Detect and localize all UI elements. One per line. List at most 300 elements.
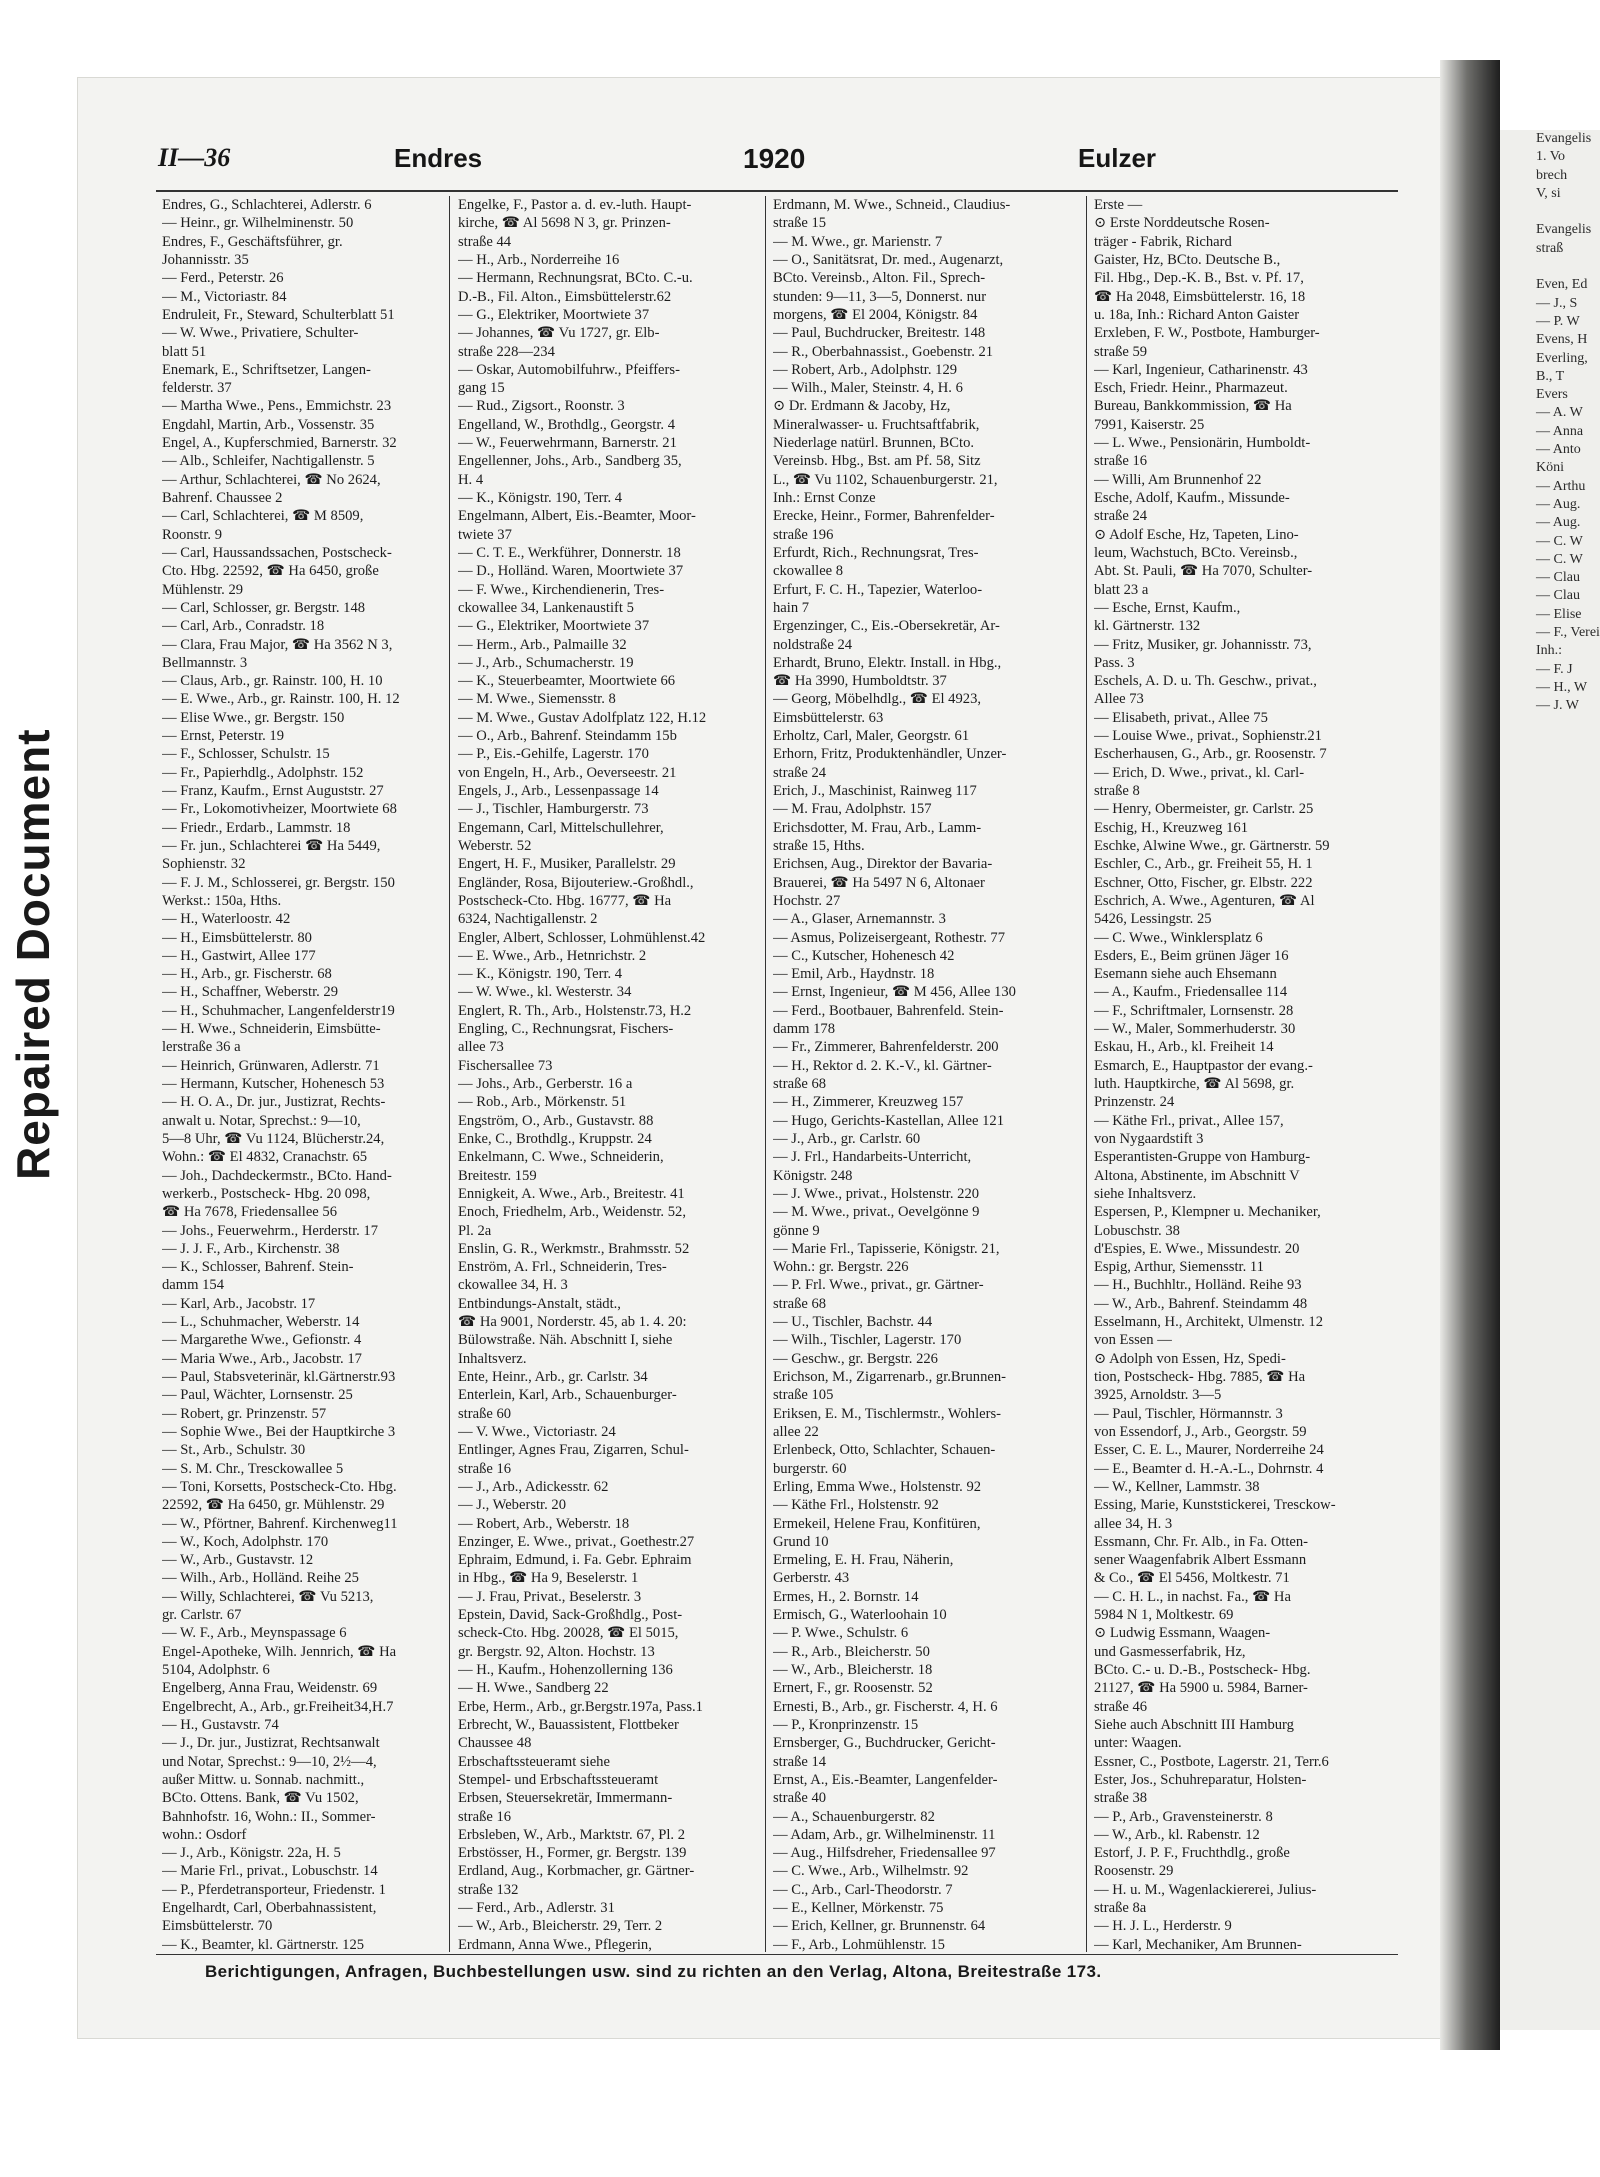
directory-entry-line: Wohn.: ☎ El 4832, Cranachstr. 65 — [162, 1149, 368, 1166]
directory-entry-line: — J., Arb., Königstr. 22a, H. 5 — [162, 1845, 341, 1862]
directory-entry-line: Ermekeil, Helene Frau, Konfitüren, — [773, 1515, 981, 1532]
directory-entry-line: Erhorn, Fritz, Produktenhändler, Unzer- — [773, 746, 1007, 763]
column-divider — [1086, 196, 1087, 1952]
directory-entry-line: Eschner, Otto, Fischer, gr. Elbstr. 222 — [1094, 874, 1313, 891]
directory-entry-line: Bureau, Bankkommission, ☎ Ha — [1094, 398, 1292, 415]
directory-entry-line: ☎ Ha 9001, Norderstr. 45, ab 1. 4. 20: — [458, 1314, 687, 1331]
directory-entry-line: Endruleit, Fr., Steward, Schulterblatt 51 — [162, 306, 395, 323]
directory-entry-line: Königstr. 248 — [773, 1167, 853, 1184]
directory-entry-line: — H. O. A., Dr. jur., Justizrat, Rechts- — [162, 1094, 386, 1111]
directory-entry-line: Ernesti, B., Arb., gr. Fischerstr. 4, H. 6 — [773, 1698, 998, 1715]
directory-entry-line: D.-B., Fil. Alton., Eimsbüttelerstr.62 — [458, 288, 672, 305]
directory-entry-line: Ester, Jos., Schuhreparatur, Holsten- — [1094, 1771, 1307, 1788]
directory-entry-line: 7991, Kaiserstr. 25 — [1094, 416, 1205, 433]
directory-entry-line: Erlenbeck, Otto, Schlachter, Schauen- — [773, 1442, 996, 1459]
directory-entry-line: — Erich, D. Wwe., privat., kl. Carl- — [1094, 764, 1305, 781]
directory-entry-line: — S. M. Chr., Tresckowallee 5 — [162, 1460, 344, 1477]
directory-entry-line: — Marie Frl., privat., Lobuschstr. 14 — [162, 1863, 378, 1880]
directory-entry-line: Erdland, Aug., Korbmacher, gr. Gärtner- — [458, 1863, 695, 1880]
directory-entry-line: — G., Elektriker, Moortwiete 37 — [458, 306, 650, 323]
directory-entry-line: ☎ Ha 2048, Eimsbüttelerstr. 16, 18 — [1094, 288, 1306, 305]
directory-entry-line: Postscheck-Cto. Hbg. 16777, ☎ Ha — [458, 892, 672, 909]
directory-entry-line: blatt 51 — [162, 343, 207, 360]
directory-entry-line: — W., Arb., Bleicherstr. 29, Terr. 2 — [458, 1918, 663, 1935]
directory-entry-line: — F., Schlosser, Schulstr. 15 — [162, 746, 330, 763]
directory-entry-line: Hochstr. 27 — [773, 892, 841, 909]
directory-entry-line: anwalt u. Notar, Sprechst.: 9—10, — [162, 1112, 361, 1129]
directory-entry-line: — P. Frl. Wwe., privat., gr. Gärtner- — [773, 1277, 984, 1294]
directory-entry-line: — P. Wwe., Schulstr. 6 — [773, 1625, 909, 1642]
directory-entry-line: — H., Gastwirt, Allee 177 — [162, 947, 316, 964]
directory-entry-line: — Erich, Kellner, gr. Brunnenstr. 64 — [773, 1918, 986, 1935]
adjacent-page-line: — F., Verei — [1536, 625, 1600, 641]
directory-entry-line: ⊙ Ludwig Essmann, Waagen- — [1094, 1625, 1271, 1642]
directory-entry-line: — J., Weberstr. 20 — [458, 1497, 566, 1514]
directory-entry-line: — L. Wwe., Pensionärin, Humboldt- — [1094, 435, 1311, 452]
directory-entry-line: noldstraße 24 — [773, 636, 853, 653]
directory-entry-line: leum, Wachstuch, BCto. Vereinsb., — [1094, 544, 1298, 561]
directory-entry-line: Eschig, H., Kreuzweg 161 — [1094, 819, 1249, 836]
directory-entry-line: — Rob., Arb., Mörkenstr. 51 — [458, 1094, 627, 1111]
directory-entry-line: — Fritz, Musiker, gr. Johannisstr. 73, — [1094, 636, 1312, 653]
directory-entry-line: — Henry, Obermeister, gr. Carlstr. 25 — [1094, 801, 1314, 818]
directory-entry-line: — M. Wwe., Siemensstr. 8 — [458, 691, 616, 708]
directory-entry-line: Enoch, Friedhelm, Arb., Weidenstr. 52, — [458, 1204, 686, 1221]
directory-entry-line: — C. Wwe., Arb., Wilhelmstr. 92 — [773, 1863, 969, 1880]
directory-entry-line: Roonstr. 9 — [162, 526, 223, 543]
directory-entry-line: felderstr. 37 — [162, 380, 232, 397]
side-banner — [0, 0, 59, 2177]
directory-entry-line: straße 44 — [458, 233, 512, 250]
directory-entry-line: — Karl, Ingenieur, Catharinenstr. 43 — [1094, 361, 1308, 378]
directory-entry-line: — Aug., Hilfsdreher, Friedensallee 97 — [773, 1845, 996, 1862]
directory-entry-line: straße 68 — [773, 1295, 827, 1312]
directory-entry-line: — A., Glaser, Arnemannstr. 3 — [773, 911, 946, 928]
directory-entry-line: Lobuschstr. 38 — [1094, 1222, 1180, 1239]
directory-entry-line: — H. J. L., Herderstr. 9 — [1094, 1918, 1232, 1935]
directory-entry-line: d'Espies, E. Wwe., Missundestr. 20 — [1094, 1240, 1300, 1257]
directory-entry-line: — Carl, Haussandssachen, Postscheck- — [162, 544, 392, 561]
directory-entry-line: — H., Arb., Norderreihe 16 — [458, 251, 620, 268]
directory-entry-line: straße 228—234 — [458, 343, 555, 360]
adjacent-page-line: — Aug. — [1536, 496, 1581, 512]
directory-entry-line: — Wilh., Tischler, Lagerstr. 170 — [773, 1332, 962, 1349]
directory-entry-line: — Margarethe Wwe., Gefionstr. 4 — [162, 1332, 362, 1349]
directory-entry-line: 5—8 Uhr, ☎ Vu 1124, Blücherstr.24, — [162, 1130, 385, 1147]
directory-entry-line: — Heinr., gr. Wilhelminenstr. 50 — [162, 215, 354, 232]
directory-entry-line: — Franz, Kaufm., Ernst Auguststr. 27 — [162, 783, 384, 799]
directory-entry-line: Eschrich, A. Wwe., Agenturen, ☎ Al — [1094, 892, 1315, 909]
directory-entry-line: 5104, Adolphstr. 6 — [162, 1662, 270, 1678]
directory-entry-line: Altona, Abstinente, im Abschnitt V — [1094, 1167, 1300, 1184]
directory-entry-line: Niederlage natürl. Brunnen, BCto. — [773, 435, 975, 452]
directory-entry-line: träger - Fabrik, Richard — [1094, 233, 1232, 250]
adjacent-page-line: — F. J — [1536, 661, 1573, 677]
adjacent-page-line: — J. W — [1536, 698, 1579, 714]
directory-entry-line: — V. Wwe., Victoriastr. 24 — [458, 1423, 616, 1440]
directory-entry-line: Roosenstr. 29 — [1094, 1863, 1174, 1880]
directory-entry-line: straße 40 — [773, 1790, 827, 1807]
edition-year: 1920 — [743, 143, 806, 174]
directory-entry-line: Engelhardt, Carl, Oberbahnassistent, — [162, 1900, 377, 1917]
directory-entry-line: 6324, Nachtigallenstr. 2 — [458, 911, 598, 928]
directory-entry-line: Wohn.: gr. Bergstr. 226 — [773, 1259, 909, 1276]
directory-entry-line: — Karl, Arb., Jacobstr. 17 — [162, 1295, 316, 1312]
directory-entry-line: BCto. Vereinsb., Alton. Fil., Sprech- — [773, 270, 986, 287]
directory-entry-line: Esche, Adolf, Kaufm., Missunde- — [1094, 490, 1290, 506]
directory-entry-line: — P., Kronprinzenstr. 15 — [773, 1716, 919, 1733]
directory-entry-line: Inhaltsverz. — [458, 1350, 527, 1367]
directory-entry-line: — Johs., Arb., Gerberstr. 16 a — [458, 1076, 633, 1092]
directory-entry-line: — C. Wwe., Winklersplatz 6 — [1094, 929, 1263, 946]
directory-entry-line: Erecke, Heinr., Former, Bahrenfelder- — [773, 508, 995, 525]
directory-entry-line: — O., Sanitätsrat, Dr. med., Augenarzt, — [773, 251, 1004, 268]
publisher-notice: Berichtigungen, Anfragen, Buchbestellungen usw. sind zu richten an den Verlag, Altona, Breitestraße 173. — [205, 1962, 1102, 1981]
directory-entry-line: Eschke, Alwine Wwe., gr. Gärtnerstr. 59 — [1094, 837, 1330, 854]
directory-entry-line: ckowallee 34, Lankenaustift 5 — [458, 599, 634, 616]
directory-entry-line: 21127, ☎ Ha 5900 u. 5984, Barner- — [1094, 1680, 1308, 1697]
directory-entry-line: Engling, C., Rechnungsrat, Fischers- — [458, 1021, 674, 1038]
directory-entry-line: — H. u. M., Wagenlackiererei, Julius- — [1094, 1881, 1317, 1898]
directory-entry-line: Esch, Friedr. Heinr., Pharmazeut. — [1094, 380, 1288, 397]
directory-entry-line: — W., Maler, Sommerhuderstr. 30 — [1094, 1021, 1296, 1038]
directory-entry-line: unter: Waagen. — [1094, 1735, 1182, 1752]
directory-entry-line: Erbschaftssteueramt siehe — [458, 1753, 610, 1770]
directory-entry-line: Erfurdt, Rich., Rechnungsrat, Tres- — [773, 544, 979, 561]
directory-entry-line: — W. Wwe., Privatiere, Schulter- — [162, 325, 359, 342]
directory-entry-line: — E., Beamter d. H.-A.-L., Dohrnstr. 4 — [1094, 1460, 1324, 1477]
directory-entry-line: — P., Pferdetransporteur, Friedenstr. 1 — [162, 1881, 386, 1898]
directory-entry-line: Espersen, P., Klempner u. Mechaniker, — [1094, 1204, 1321, 1221]
directory-entry-line: straße 16 — [1094, 453, 1148, 470]
directory-entry-line: Enström, A. Frl., Schneiderin, Tres- — [458, 1259, 667, 1276]
directory-entry-line: — Joh., Dachdeckermstr., BCto. Hand- — [162, 1167, 392, 1184]
directory-entry-line: — Wilh., Maler, Steinstr. 4, H. 6 — [773, 380, 963, 397]
directory-entry-line: — W., Feuerwehrmann, Barnerstr. 21 — [458, 435, 677, 452]
adjacent-page-line: straß — [1536, 240, 1564, 256]
directory-entry-line: Fil. Hbg., Dep.-K. B., Bst. v. Pf. 17, — [1094, 270, 1304, 287]
directory-entry-line: — E., Kellner, Mörkenstr. 75 — [773, 1900, 944, 1917]
directory-entry-line: — J., Tischler, Hamburgerstr. 73 — [458, 801, 649, 818]
directory-entry-line: Engdahl, Martin, Arb., Vossenstr. 35 — [162, 416, 375, 433]
directory-column-2 — [458, 196, 758, 1956]
directory-entry-line: Erbsen, Steuersekretär, Immermann- — [458, 1790, 673, 1807]
directory-entry-line: — K., Steuerbeamter, Moortwiete 66 — [458, 673, 676, 690]
directory-entry-line: — C. T. E., Werkführer, Donnerstr. 18 — [458, 544, 681, 561]
directory-entry-line: — L., Schuhmacher, Weberstr. 14 — [162, 1314, 360, 1331]
adjacent-page-line: V, si — [1536, 185, 1561, 201]
directory-entry-line: — Fr., Zimmerer, Bahrenfelderstr. 200 — [773, 1039, 999, 1056]
directory-entry-line: Mineralwasser- u. Fruchtsaftfabrik, — [773, 416, 980, 433]
directory-entry-line: — Robert, gr. Prinzenstr. 57 — [162, 1405, 327, 1422]
directory-entry-line: — Willi, Am Brunnenhof 22 — [1094, 471, 1262, 488]
directory-entry-line: Bellmannstr. 3 — [162, 654, 248, 671]
directory-entry-line: — Asmus, Polizeisergeant, Rothestr. 77 — [773, 929, 1006, 946]
directory-entry-line: siehe Inhaltsverz. — [1094, 1185, 1197, 1202]
adjacent-page-line: — Aug. — [1536, 515, 1581, 531]
directory-entry-line: — Adam, Arb., gr. Wilhelminenstr. 11 — [773, 1826, 996, 1843]
directory-entry-line: — M. Wwe., Gustav Adolfplatz 122, H.12 — [458, 709, 707, 726]
directory-entry-line: Essner, C., Postbote, Lagerstr. 21, Terr.6 — [1094, 1753, 1329, 1770]
directory-entry-line: Ennigkeit, A. Wwe., Arb., Breitestr. 41 — [458, 1185, 685, 1202]
adjacent-page-line: Evangelis — [1536, 131, 1592, 146]
directory-entry-line: Johannisstr. 35 — [162, 251, 249, 268]
directory-entry-line: 3925, Arnoldstr. 3—5 — [1094, 1387, 1222, 1404]
directory-entry-line: gönne 9 — [773, 1222, 820, 1239]
directory-entry-line: gr. Carlstr. 67 — [162, 1607, 242, 1624]
directory-entry-line: — Fr., Papierhdlg., Adolphstr. 152 — [162, 764, 364, 781]
directory-entry-line: — Johannes, ☎ Vu 1727, gr. Elb- — [458, 325, 660, 342]
directory-entry-line: Esemann siehe auch Ehsemann — [1094, 966, 1277, 983]
adjacent-page-line — [1500, 258, 1600, 276]
directory-entry-line: außer Mittw. u. Sonnab. nachmitt., — [162, 1771, 365, 1788]
directory-entry-line: — F., Schriftmaler, Lornsenstr. 28 — [1094, 1002, 1294, 1019]
directory-entry-line: Erhardt, Bruno, Elektr. Install. in Hbg., — [773, 654, 1002, 671]
directory-entry-line: Essmann, Chr. Fr. Alb., in Fa. Otten- — [1094, 1533, 1309, 1550]
directory-entry-line: Epstein, David, Sack-Großhdlg., Post- — [458, 1607, 683, 1624]
directory-entry-line: — M. Wwe., privat., Oevelgönne 9 — [773, 1204, 980, 1221]
directory-entry-line: Escherhausen, G., Arb., gr. Roosenstr. 7 — [1094, 746, 1327, 763]
column-divider — [449, 196, 450, 1952]
directory-entry-line: twiete 37 — [458, 526, 512, 543]
directory-entry-line: — M. Frau, Adolphstr. 157 — [773, 801, 932, 818]
adjacent-page-line: — H., W — [1536, 679, 1588, 695]
directory-entry-line: — H., Arb., gr. Fischerstr. 68 — [162, 966, 332, 983]
directory-entry-line: — W., Pförtner, Bahrenf. Kirchenweg11 — [162, 1515, 398, 1532]
directory-entry-line: Enemark, E., Schriftsetzer, Langen- — [162, 361, 371, 378]
directory-entry-line: — W., Arb., Bleicherstr. 18 — [773, 1662, 933, 1678]
directory-entry-line — [162, 1954, 442, 1956]
directory-entry-line: Eimsbüttelerstr. 63 — [773, 709, 884, 726]
directory-entry-line: H. 4 — [458, 471, 484, 488]
directory-entry-line: — F. Wwe., Kirchendienerin, Tres- — [458, 581, 665, 598]
directory-entry-line: — Ernst, Ingenieur, ☎ M 456, Allee 130 — [773, 984, 1016, 1001]
directory-entry-line: Erbsleben, W., Arb., Marktstr. 67, Pl. 2 — [458, 1826, 686, 1843]
directory-entry-line: — Louise Wwe., privat., Sophienstr.21 — [1094, 728, 1322, 745]
directory-entry-line: — Hugo, Gerichts-Kastellan, Allee 121 — [773, 1112, 1005, 1129]
directory-entry-line: 22592, ☎ Ha 6450, gr. Mühlenstr. 29 — [162, 1497, 385, 1514]
adjacent-page-line: 1. Vo — [1536, 149, 1566, 165]
header-rule — [156, 190, 1398, 192]
directory-entry-line: straße 15, Hths. — [773, 837, 865, 854]
directory-entry-line: — M. Wwe., gr. Marienstr. 7 — [773, 233, 943, 250]
directory-entry-line: — Esche, Ernst, Kaufm., — [1094, 599, 1241, 616]
directory-entry-line: Stempel- und Erbschaftssteueramt — [458, 1771, 659, 1788]
directory-entry-line: straße 16 — [458, 1808, 512, 1825]
directory-entry-line: Ernert, F., gr. Roosenstr. 52 — [773, 1680, 933, 1697]
directory-entry-line: luth. Hauptkirche, ☎ Al 5698, gr. — [1094, 1076, 1295, 1092]
directory-entry-line: von Essen — — [1094, 1332, 1172, 1349]
directory-entry-line: Erich, J., Maschinist, Rainweg 117 — [773, 783, 977, 799]
directory-entry-line: — W., Arb., kl. Rabenstr. 12 — [1094, 1826, 1260, 1843]
directory-entry-line: — P., Eis.-Gehilfe, Lagerstr. 170 — [458, 746, 649, 763]
directory-entry-line: Endres, G., Schlachterei, Adlerstr. 6 — [162, 197, 372, 213]
directory-entry-line: und Notar, Sprechst.: 9—10, 2½—4, — [162, 1753, 377, 1770]
directory-entry-line: Eriksen, E. M., Tischlermstr., Wohlers- — [773, 1405, 1001, 1422]
directory-entry-line: — W., Arb., Gustavstr. 12 — [162, 1552, 314, 1569]
directory-entry-line: — Toni, Korsetts, Postscheck-Cto. Hbg. — [162, 1478, 397, 1495]
adjacent-page-line: B., T — [1536, 368, 1565, 384]
directory-entry-line: Essing, Marie, Kunststickerei, Tresckow- — [1094, 1497, 1336, 1514]
directory-entry-line: Weberstr. 52 — [458, 837, 532, 854]
directory-entry-line: straße 60 — [458, 1405, 512, 1422]
page-number: II—36 — [158, 143, 231, 172]
adjacent-page-line: — Arthu — [1536, 478, 1586, 494]
directory-entry-line: Englert, R. Th., Arb., Holstenstr.73, H.2 — [458, 1002, 692, 1019]
directory-entry-line: Ernst, A., Eis.-Beamter, Langenfelder- — [773, 1771, 998, 1788]
directory-entry-line: — H. Wwe., Sandberg 22 — [458, 1680, 609, 1697]
directory-entry-line: straße 15 — [773, 215, 827, 232]
directory-entry-line: — K., Königstr. 190, Terr. 4 — [458, 966, 623, 983]
directory-entry-line: Pass. 3 — [1094, 654, 1135, 671]
directory-entry-line: — J. Wwe., privat., Holstenstr. 220 — [773, 1185, 980, 1202]
directory-entry-line: — F., Arb., Lohmühlenstr. 15 — [773, 1936, 945, 1953]
directory-entry-line: ☎ Ha 7678, Friedensallee 56 — [162, 1204, 338, 1221]
directory-entry-line: Enkelmann, C. Wwe., Schneiderin, — [458, 1149, 664, 1166]
directory-entry-line: — H., Kaufm., Hohenzollerning 136 — [458, 1662, 673, 1678]
directory-entry-line: — Geschw., gr. Bergstr. 226 — [773, 1350, 938, 1367]
directory-entry-line: — Sophie Wwe., Bei der Hauptkirche 3 — [162, 1423, 396, 1440]
directory-entry-line: straße 46 — [1094, 1698, 1148, 1715]
directory-entry-line: — H., Schuhmacher, Langenfelderstr19 — [162, 1002, 395, 1019]
first-entry-keyword: Endres — [394, 143, 483, 173]
directory-entry-line: Erbrecht, W., Bauassistent, Flottbeker — [458, 1716, 679, 1733]
directory-entry-line: — Ernst, Peterstr. 19 — [162, 728, 285, 745]
directory-entry-line: Bahnhofstr. 16, Wohn.: II., Sommer- — [162, 1808, 376, 1825]
directory-entry-line: Ermisch, G., Waterloohain 10 — [773, 1607, 947, 1624]
side-banner-text: Repaired Document — [7, 728, 59, 1180]
directory-entry-line: Bülowstraße. Näh. Abschnitt I, siehe — [458, 1332, 673, 1349]
directory-entry-line: von Nygaardstift 3 — [1094, 1130, 1204, 1147]
directory-entry-line: Entbindungs-Anstalt, städt., — [458, 1295, 621, 1312]
directory-entry-line: Allee 73 — [1094, 691, 1144, 708]
directory-entry-line: Engellenner, Johs., Arb., Sandberg 35, — [458, 453, 682, 470]
directory-entry-line: Engelberg, Anna Frau, Weidenstr. 69 — [162, 1680, 378, 1697]
directory-entry-line: Siehe auch Abschnitt III Hamburg — [1094, 1716, 1294, 1733]
directory-entry-line: — H., Rektor d. 2. K.-V., kl. Gärtner- — [773, 1057, 992, 1074]
directory-entry-line: — Fr. jun., Schlachterei ☎ Ha 5449, — [162, 837, 381, 854]
directory-entry-line: — O., Arb., Bahrenf. Steindamm 15b — [458, 728, 677, 745]
book-gutter — [1440, 60, 1500, 2050]
directory-entry-line: straße 105 — [773, 1387, 834, 1404]
directory-entry-line: Eskau, H., Arb., kl. Freiheit 14 — [1094, 1039, 1274, 1056]
directory-entry-line: — Wilh., Arb., Holländ. Reihe 25 — [162, 1570, 359, 1587]
directory-entry-line: — J. Frl., Handarbeits-Unterricht, — [773, 1149, 972, 1166]
directory-entry-line — [1094, 1954, 1396, 1956]
directory-entry-line: lerstraße 36 a — [162, 1039, 241, 1056]
directory-entry-line: Brauerei, ☎ Ha 5497 N 6, Altonaer — [773, 874, 985, 891]
directory-entry-line: Breitestr. 159 — [458, 1167, 537, 1184]
directory-entry-line — [773, 1954, 1078, 1956]
adjacent-page-line: — P. W — [1536, 313, 1580, 329]
directory-entry-line: werkerb., Postscheck- Hbg. 20 098, — [162, 1185, 371, 1202]
directory-entry-line: — Hermann, Kutscher, Hohenesch 53 — [162, 1076, 385, 1092]
adjacent-page-line: Inh.: — [1536, 643, 1563, 659]
directory-entry-line: Engelland, W., Brothdlg., Georgstr. 4 — [458, 416, 676, 433]
directory-entry-line: BCto. Ottens. Bank, ☎ Vu 1502, — [162, 1790, 359, 1807]
directory-entry-line: Engel, A., Kupferschmied, Barnerstr. 32 — [162, 435, 397, 452]
directory-entry-line: — R., Arb., Bleicherstr. 50 — [773, 1643, 930, 1660]
directory-entry-line: — Ferd., Arb., Adlerstr. 31 — [458, 1900, 615, 1917]
directory-entry-line: — Elise Wwe., gr. Bergstr. 150 — [162, 709, 345, 726]
directory-entry-line: damm 154 — [162, 1277, 225, 1294]
directory-entry-line: Estorf, J. P. F., Fruchthdlg., große — [1094, 1845, 1290, 1862]
directory-entry-line: Abt. St. Pauli, ☎ Ha 7070, Schulter- — [1094, 563, 1313, 580]
directory-entry-line: Ernsberger, G., Buchdrucker, Gericht- — [773, 1735, 996, 1752]
directory-entry-line: u. 18a, Inh.: Richard Anton Gaister — [1094, 306, 1300, 323]
directory-entry-line: Entlinger, Agnes Frau, Zigarren, Schul- — [458, 1442, 689, 1459]
directory-entry-line: Enterlein, Karl, Arb., Schauenburger- — [458, 1387, 677, 1404]
directory-entry-line: — H., Schaffner, Weberstr. 29 — [162, 984, 339, 1001]
directory-entry-line: hain 7 — [773, 599, 810, 616]
directory-entry-line: Eimsbüttelerstr. 70 — [162, 1918, 273, 1935]
directory-entry-line: Erichsdotter, M. Frau, Arb., Lamm- — [773, 819, 982, 836]
directory-entry-line: Eschler, C., Arb., gr. Freiheit 55, H. 1 — [1094, 856, 1313, 873]
directory-entry-line: 5984 N 1, Moltkestr. 69 — [1094, 1607, 1234, 1624]
directory-entry-line: Gerberstr. 43 — [773, 1570, 850, 1587]
directory-entry-line: BCto. C.- u. D.-B., Postscheck- Hbg. — [1094, 1662, 1311, 1678]
directory-entry-line: — H., Gustavstr. 74 — [162, 1716, 279, 1733]
directory-entry-line: — U., Tischler, Bachstr. 44 — [773, 1314, 933, 1331]
directory-entry-line: Inh.: Ernst Conze — [773, 490, 876, 506]
directory-entry-line: — Johs., Feuerwehrm., Herderstr. 17 — [162, 1222, 379, 1239]
directory-entry-line: — Carl, Arb., Conradstr. 18 — [162, 618, 325, 635]
adjacent-page-line: — C. W — [1536, 551, 1583, 567]
directory-entry-line: — W., Koch, Adolphstr. 170 — [162, 1533, 329, 1550]
directory-entry-line: — Paul, Stabsveterinär, kl.Gärtnerstr.93 — [162, 1369, 396, 1385]
directory-entry-line: damm 178 — [773, 1021, 836, 1038]
directory-entry-line: — Georg, Möbelhdlg., ☎ El 4923, — [773, 691, 982, 708]
directory-entry-line: straße 14 — [773, 1753, 827, 1770]
directory-entry-line: — Robert, Arb., Weberstr. 18 — [458, 1515, 630, 1532]
directory-entry-line: Ermeling, E. H. Frau, Näherin, — [773, 1552, 954, 1569]
directory-entry-line: Erxleben, F. W., Postbote, Hamburger- — [1094, 325, 1320, 342]
adjacent-page-line: Evens, H — [1536, 332, 1588, 348]
directory-entry-line: Engels, J., Arb., Lessenpassage 14 — [458, 783, 659, 799]
directory-entry-line: — D., Holländ. Waren, Moortwiete 37 — [458, 563, 684, 580]
directory-entry-line — [458, 1954, 758, 1956]
directory-entry-line: Grund 10 — [773, 1533, 829, 1550]
directory-entry-line: — H., Buchhltr., Holländ. Reihe 93 — [1094, 1277, 1302, 1294]
directory-column-1 — [162, 196, 442, 1956]
directory-entry-line: — Willy, Schlachterei, ☎ Vu 5213, — [162, 1588, 374, 1605]
directory-entry-line: Bahrenf. Chaussee 2 — [162, 490, 283, 506]
directory-entry-line: — J., Arb., gr. Carlstr. 60 — [773, 1130, 921, 1147]
directory-entry-line: Esselmann, H., Architekt, Ulmenstr. 12 — [1094, 1314, 1324, 1331]
directory-entry-line: straße 132 — [458, 1881, 519, 1898]
directory-entry-line: — M., Victoriastr. 84 — [162, 288, 287, 305]
directory-entry-line: ☎ Ha 3990, Humboldtstr. 37 — [773, 673, 947, 690]
directory-entry-line: — Heinrich, Grünwaren, Adlerstr. 71 — [162, 1057, 380, 1074]
directory-entry-line: in Hbg., ☎ Ha 9, Beselerstr. 1 — [458, 1570, 639, 1587]
directory-entry-line: — J. Frau, Privat., Beselerstr. 3 — [458, 1588, 642, 1605]
directory-entry-line: — Ferd., Peterstr. 26 — [162, 270, 284, 287]
directory-entry-line: Engelmann, Albert, Eis.-Beamter, Moor- — [458, 508, 696, 525]
directory-entry-line: Fischersallee 73 — [458, 1057, 553, 1074]
directory-entry-line: — J., Arb., Adickesstr. 62 — [458, 1478, 609, 1495]
adjacent-page-line: Evangelis — [1536, 222, 1592, 238]
directory-entry-line: — Marie Frl., Tapisserie, Königstr. 21, — [773, 1240, 1000, 1257]
directory-column-3 — [773, 196, 1078, 1956]
directory-entry-line: straße 24 — [773, 764, 827, 781]
directory-entry-line: — C., Kutscher, Hohenesch 42 — [773, 947, 955, 964]
directory-entry-line: Engländer, Rosa, Bijouteriew.-Großhdl., — [458, 874, 694, 891]
directory-entry-line: allee 73 — [458, 1039, 504, 1056]
directory-entry-line: Vereinsb. Hbg., Bst. am Pf. 58, Sitz — [773, 453, 981, 470]
directory-entry-line: gr. Bergstr. 92, Alton. Hochstr. 13 — [458, 1643, 655, 1660]
directory-entry-line: — Käthe Frl., privat., Allee 157, — [1094, 1112, 1284, 1129]
directory-entry-line: sener Waagenfabrik Albert Essmann — [1094, 1552, 1307, 1569]
